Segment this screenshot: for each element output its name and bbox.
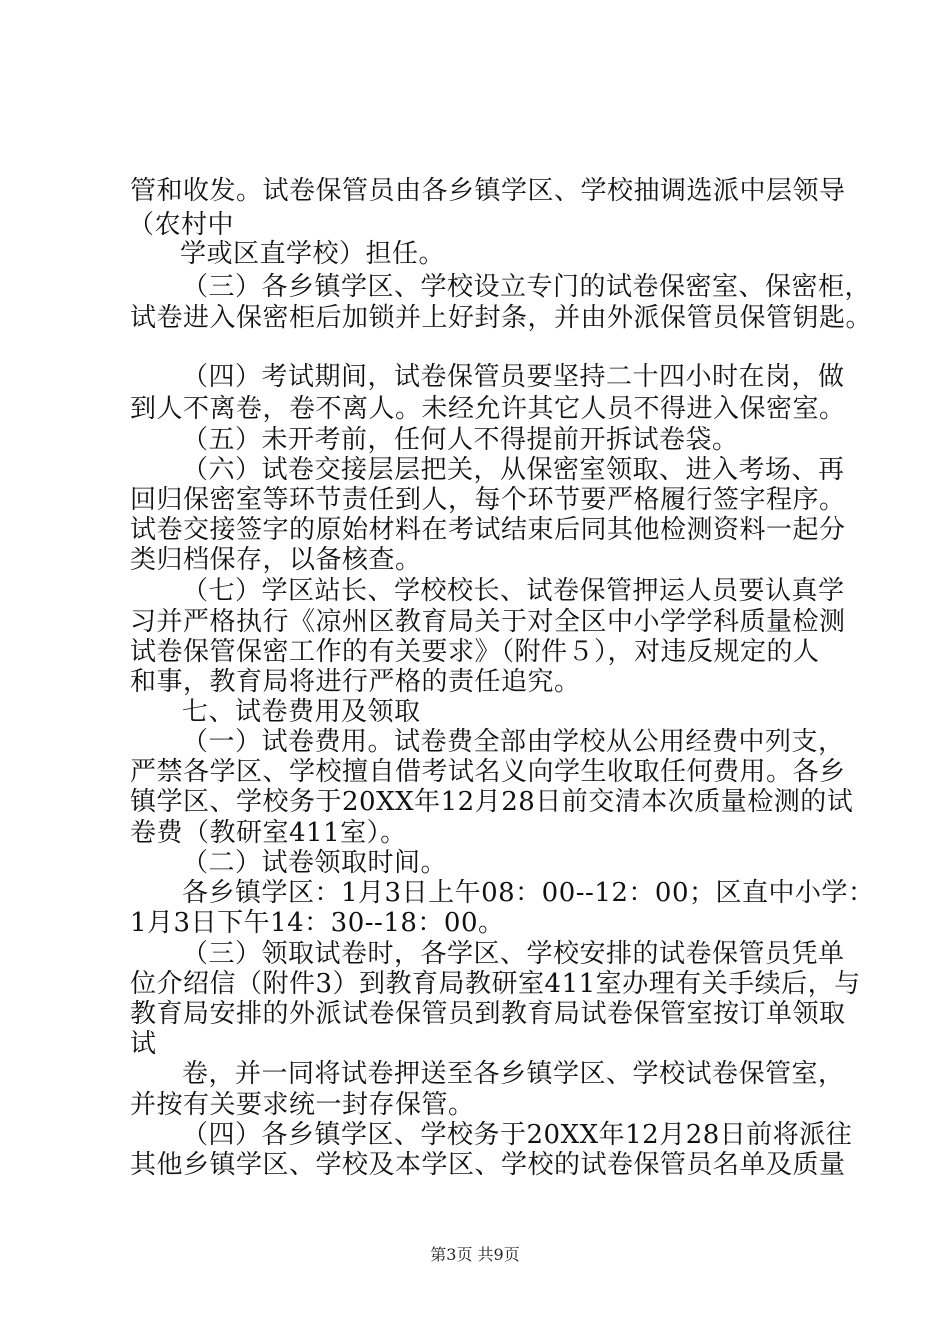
text-line: 卷费（教研室411室）。 bbox=[130, 818, 407, 848]
text-line: 位介绍信（附件3）到教育局教研室411室办理有关手续后，与 bbox=[130, 969, 861, 999]
text-line: 镇学区、学校务于20XX年12月28日前交清本次质量检测的试 bbox=[130, 787, 854, 817]
text-line: 教育局安排的外派试卷保管员到教育局试卷保管室按订单领取 bbox=[130, 999, 846, 1029]
text-line: 到人不离卷，卷不离人。未经允许其它人员不得进入保密室。 bbox=[130, 394, 846, 424]
text-line: （三）领取试卷时，各学区、学校安排的试卷保管员凭单 bbox=[182, 939, 845, 969]
text-line: 试卷保管保密工作的有关要求》（附件５），对违反规定的人 bbox=[130, 637, 820, 667]
section-heading: 七、试卷费用及领取 bbox=[182, 697, 421, 727]
text-line: 试 bbox=[130, 1029, 157, 1059]
text-line: 习并严格执行《凉州区教育局关于对全区中小学学科质量检测 bbox=[130, 607, 846, 637]
page-number-footer: 第3页 共9页 bbox=[430, 1245, 520, 1264]
text-line: （三）各乡镇学区、学校设立专门的试卷保密室、保密柜， bbox=[182, 272, 872, 302]
text-line: 和事，教育局将进行严格的责任追究。 bbox=[130, 667, 581, 697]
text-line: （六）试卷交接层层把关，从保密室领取、进入考场、再 bbox=[182, 455, 845, 485]
text-line: 各乡镇学区：1月3日上午08：00--12：00；区直中小学： bbox=[182, 878, 875, 908]
text-line: 卷，并一同将试卷押送至各乡镇学区、学校试卷保管室， bbox=[182, 1059, 845, 1089]
text-line: 试卷交接签字的原始材料在考试结束后同其他检测资料一起分 bbox=[130, 515, 846, 545]
text-line: （农村中 bbox=[128, 210, 235, 240]
text-line: （七）学区站长、学校校长、试卷保管押运人员要认真学 bbox=[182, 576, 845, 606]
text-line: （五）未开考前，任何人不得提前开拆试卷袋。 bbox=[182, 425, 739, 455]
text-line: 类归档保存，以备核查。 bbox=[130, 545, 422, 575]
text-line: 试卷进入保密柜后加锁并上好封条，并由外派保管员保管钥匙。 bbox=[130, 303, 873, 333]
text-line: （一）试卷费用。试卷费全部由学校从公用经费中列支， bbox=[182, 727, 845, 757]
text-line: 回归保密室等环节责任到人，每个环节要严格履行签字程序。 bbox=[130, 485, 846, 515]
text-line: 管和收发。试卷保管员由各乡镇学区、学校抽调选派中层领导 bbox=[130, 176, 846, 206]
text-line: 其他乡镇学区、学校及本学区、学校的试卷保管员名单及质量 bbox=[130, 1150, 846, 1180]
text-line: （四）各乡镇学区、学校务于20XX年12月28日前将派往 bbox=[182, 1120, 853, 1150]
text-line: 严禁各学区、学校擅自借考试名义向学生收取任何费用。各乡 bbox=[130, 757, 846, 787]
text-line: （二）试卷领取时间。 bbox=[182, 848, 448, 878]
text-line: 1月3日下午14：30--18：00。 bbox=[130, 908, 505, 938]
text-line: 学或区直学校）担任。 bbox=[180, 239, 446, 269]
text-line: 并按有关要求统一封存保管。 bbox=[130, 1090, 475, 1120]
text-line: （四）考试期间，试卷保管员要坚持二十四小时在岗，做 bbox=[182, 362, 845, 392]
